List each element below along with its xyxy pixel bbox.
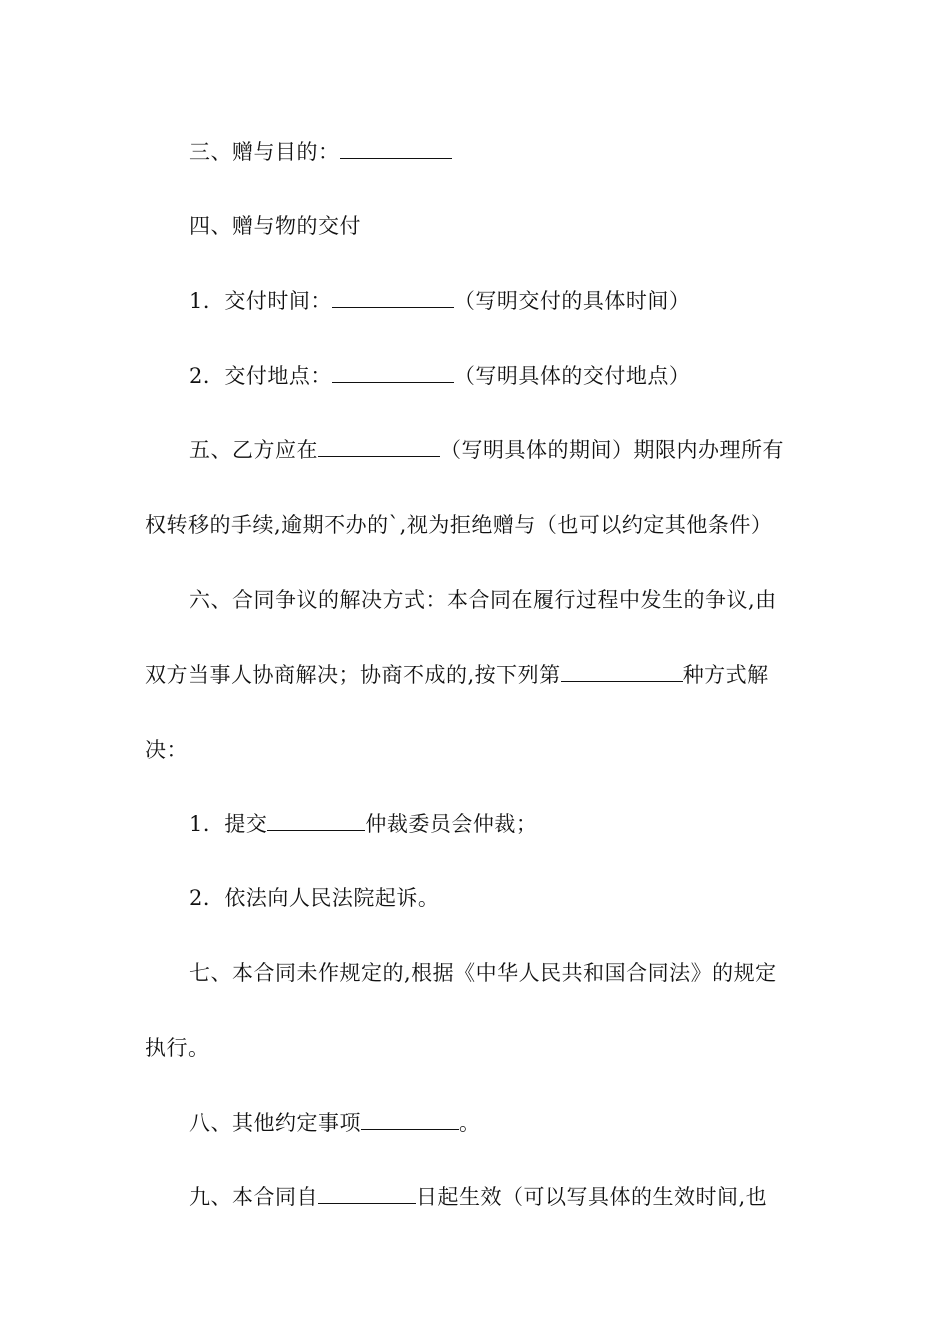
clause-4-delivery-heading [189, 212, 361, 240]
clause-note: （写明具体的交付地点） [453, 364, 691, 388]
clause-text: 2．交付地点： [189, 364, 332, 388]
clause-7-line-1 [189, 959, 777, 987]
clause-text: 六、合同争议的解决方式：本合同在履行过程中发生的争议,由 [189, 588, 777, 612]
clause-text: 双方当事人协商解决；协商不成的,按下列第 [145, 663, 561, 687]
clause-7-line-2 [145, 1034, 210, 1062]
clause-9-effective-date [189, 1183, 767, 1211]
clause-6-line-1 [189, 586, 777, 614]
clause-6-1-arbitration [189, 810, 537, 838]
clause-6-line-3 [145, 736, 188, 764]
clause-3-gift-purpose [189, 138, 452, 166]
clause-text: 八、其他约定事项 [189, 1111, 361, 1135]
clause-text: 决： [145, 738, 188, 762]
clause-8-other-matters [189, 1109, 481, 1137]
fill-blank [340, 138, 452, 159]
clause-text: 日起生效（可以写具体的生效时间,也 [416, 1185, 768, 1209]
fill-blank [361, 1109, 459, 1130]
fill-blank [561, 661, 683, 682]
clause-5-line-2 [145, 511, 772, 539]
clause-text: 三、赠与目的： [189, 140, 340, 164]
clause-4-2-delivery-place [189, 362, 690, 390]
clause-text: （写明具体的期间）期限内办理所有 [440, 438, 784, 462]
fill-blank [332, 362, 454, 383]
fill-blank [318, 1183, 416, 1204]
clause-text: 2．依法向人民法院起诉。 [189, 886, 440, 910]
clause-text: 。 [459, 1111, 481, 1135]
clause-6-2-lawsuit [189, 884, 439, 912]
clause-text: 九、本合同自 [189, 1185, 318, 1209]
clause-text: 1．交付时间： [189, 289, 332, 313]
fill-blank [318, 436, 440, 457]
clause-text: 权转移的手续,逾期不办的`,视为拒绝赠与（也可以约定其他条件） [145, 513, 773, 537]
clause-text: 种方式解 [682, 663, 769, 687]
clause-text: 四、赠与物的交付 [189, 214, 361, 238]
clause-5-line-1 [189, 436, 784, 464]
fill-blank [267, 810, 365, 831]
clause-text: 五、乙方应在 [189, 438, 318, 462]
clause-text: 1．提交 [189, 812, 268, 836]
clause-6-line-2 [145, 661, 769, 689]
clause-4-1-delivery-time [189, 287, 690, 315]
fill-blank [332, 287, 454, 308]
clause-text: 仲裁委员会仲裁； [365, 812, 538, 836]
clause-text: 七、本合同未作规定的,根据《中华人民共和国合同法》的规定 [189, 961, 777, 985]
clause-note: （写明交付的具体时间） [453, 289, 691, 313]
clause-text: 执行。 [145, 1036, 210, 1060]
